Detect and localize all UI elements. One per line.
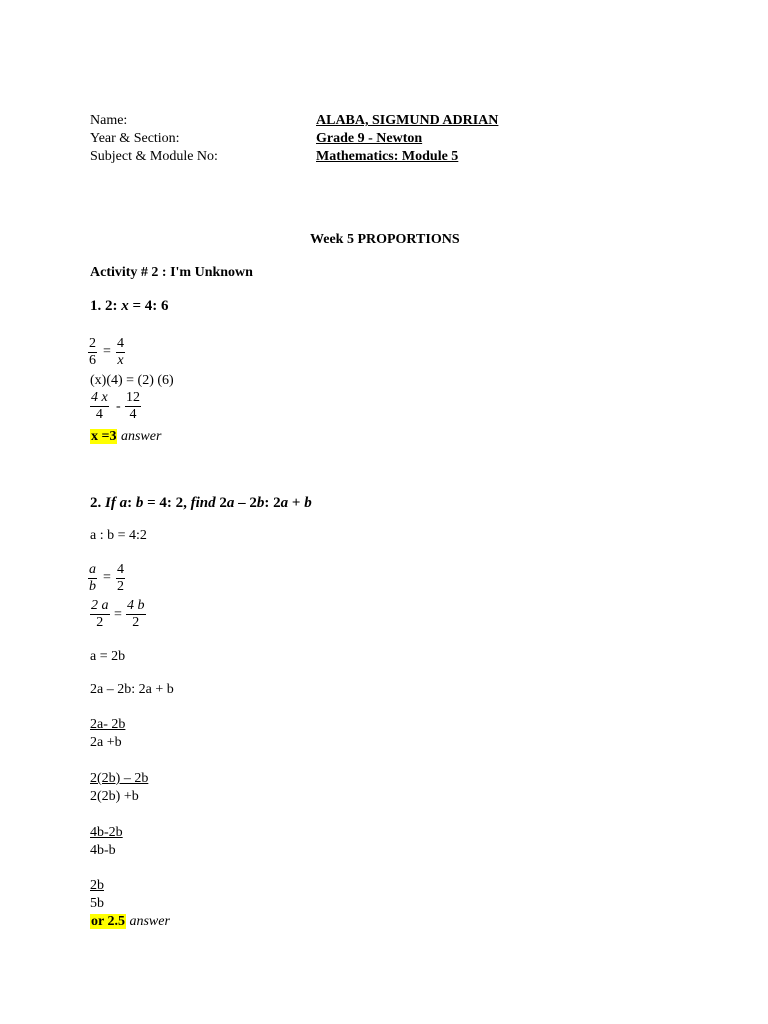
problem1-answer-word: answer xyxy=(120,429,162,444)
problem1-fraction-1-den: 6 xyxy=(89,353,96,368)
problem2-q-prefix: 2. xyxy=(90,495,105,511)
problem2-result: or 2.5 xyxy=(91,914,125,929)
problem2-fraction-2 xyxy=(116,562,125,595)
problem2-fraction-4 xyxy=(126,598,146,631)
problem1-cross-multiply: (x)(4) = (2) (6) xyxy=(90,373,174,388)
problem1-answer-line xyxy=(90,428,161,446)
problem1-fraction-4-den: 4 xyxy=(129,407,137,422)
name-value: ALABA, SIGMUND ADRIAN xyxy=(316,113,499,128)
subject-module-label: Subject & Module No: xyxy=(90,149,218,164)
problem2-expression-line: 2a – 2b: 2a + b xyxy=(90,682,174,697)
problem2-fraction-4-den: 2 xyxy=(132,615,140,630)
problem1-question xyxy=(90,297,169,315)
problem2-q-b3: b xyxy=(304,495,312,511)
problem1-fraction-4 xyxy=(125,390,141,423)
year-section-value: Grade 9 - Newton xyxy=(316,131,423,146)
problem1-fraction-1 xyxy=(88,336,97,369)
problem1-fraction-1-num: 2 xyxy=(89,336,96,351)
problem2-equals-1: = xyxy=(103,570,111,585)
problem2-step2-den: 2(2b) +b xyxy=(90,789,139,804)
problem2-q-a: a xyxy=(119,495,128,511)
problem2-equals-2: = xyxy=(114,607,122,622)
problem2-fraction-3-den: 2 xyxy=(96,615,104,630)
problem2-q-rest-3: : 2 xyxy=(264,495,281,511)
problem1-equals: = xyxy=(103,344,111,359)
problem2-a-equals-line: a = 2b xyxy=(90,649,126,664)
problem2-step1-num: 2a- 2b xyxy=(90,717,126,732)
page-title: Week 5 PROPORTIONS xyxy=(310,232,460,247)
problem1-fraction-3-den: 4 xyxy=(95,407,103,422)
problem2-step4-num: 2b xyxy=(90,878,104,893)
problem2-fraction-1 xyxy=(88,562,97,595)
problem2-q-b: b xyxy=(135,495,144,511)
problem1-fraction-3 xyxy=(90,390,109,423)
problem2-step1-den: 2a +b xyxy=(90,735,122,750)
problem2-fraction-3-num: 2 a xyxy=(91,598,109,613)
problem2-step3-den: 4b-b xyxy=(90,843,116,858)
problem2-fraction-1-den: b xyxy=(89,579,96,594)
problem1-question-var: x xyxy=(121,298,129,314)
problem2-q-a3: a xyxy=(280,495,289,511)
problem1-fraction-3-num: 4 x xyxy=(91,390,108,405)
problem2-ratio-line: a : b = 4:2 xyxy=(90,528,147,543)
problem2-answer-word: answer xyxy=(129,914,170,929)
problem1-fraction-4-num: 12 xyxy=(126,390,140,405)
activity-heading: Activity # 2 : I'm Unknown xyxy=(90,265,253,280)
problem2-q-if: If xyxy=(105,495,120,511)
problem2-fraction-2-den: 2 xyxy=(117,579,124,594)
problem2-q-find: find xyxy=(190,495,216,511)
problem1-fraction-2 xyxy=(116,336,125,369)
problem2-fraction-3 xyxy=(90,598,110,631)
problem2-step2-num: 2(2b) – 2b xyxy=(90,771,149,786)
problem2-answer-line xyxy=(90,913,170,931)
problem2-q-mid: = 4: 2, xyxy=(143,495,191,511)
problem2-fraction-1-num: a xyxy=(89,562,96,577)
problem2-q-rest-2: – 2 xyxy=(234,495,257,511)
problem2-q-a2: a xyxy=(226,495,235,511)
problem2-q-rest-4: + xyxy=(288,495,305,511)
name-label: Name: xyxy=(90,113,128,128)
problem2-q-b2: b xyxy=(256,495,265,511)
problem2-question xyxy=(90,494,312,512)
problem1-question-prefix: 1. 2: xyxy=(90,298,122,314)
year-section-label: Year & Section: xyxy=(90,131,180,146)
problem2-fraction-4-num: 4 b xyxy=(127,598,145,613)
subject-module-value: Mathematics: Module 5 xyxy=(316,149,459,164)
problem1-fraction-2-num: 4 xyxy=(117,336,124,351)
problem2-fraction-2-num: 4 xyxy=(117,562,124,577)
problem1-result: x =3 xyxy=(91,429,117,444)
problem2-q-colon: : xyxy=(127,495,136,511)
problem1-fraction-2-den: x xyxy=(117,353,124,368)
problem2-q-rest-1: 2 xyxy=(215,495,227,511)
problem1-dash: - xyxy=(116,399,121,414)
problem2-step4-den: 5b xyxy=(90,896,104,911)
problem1-question-suffix: = 4: 6 xyxy=(128,298,169,314)
problem2-step3-num: 4b-2b xyxy=(90,825,123,840)
